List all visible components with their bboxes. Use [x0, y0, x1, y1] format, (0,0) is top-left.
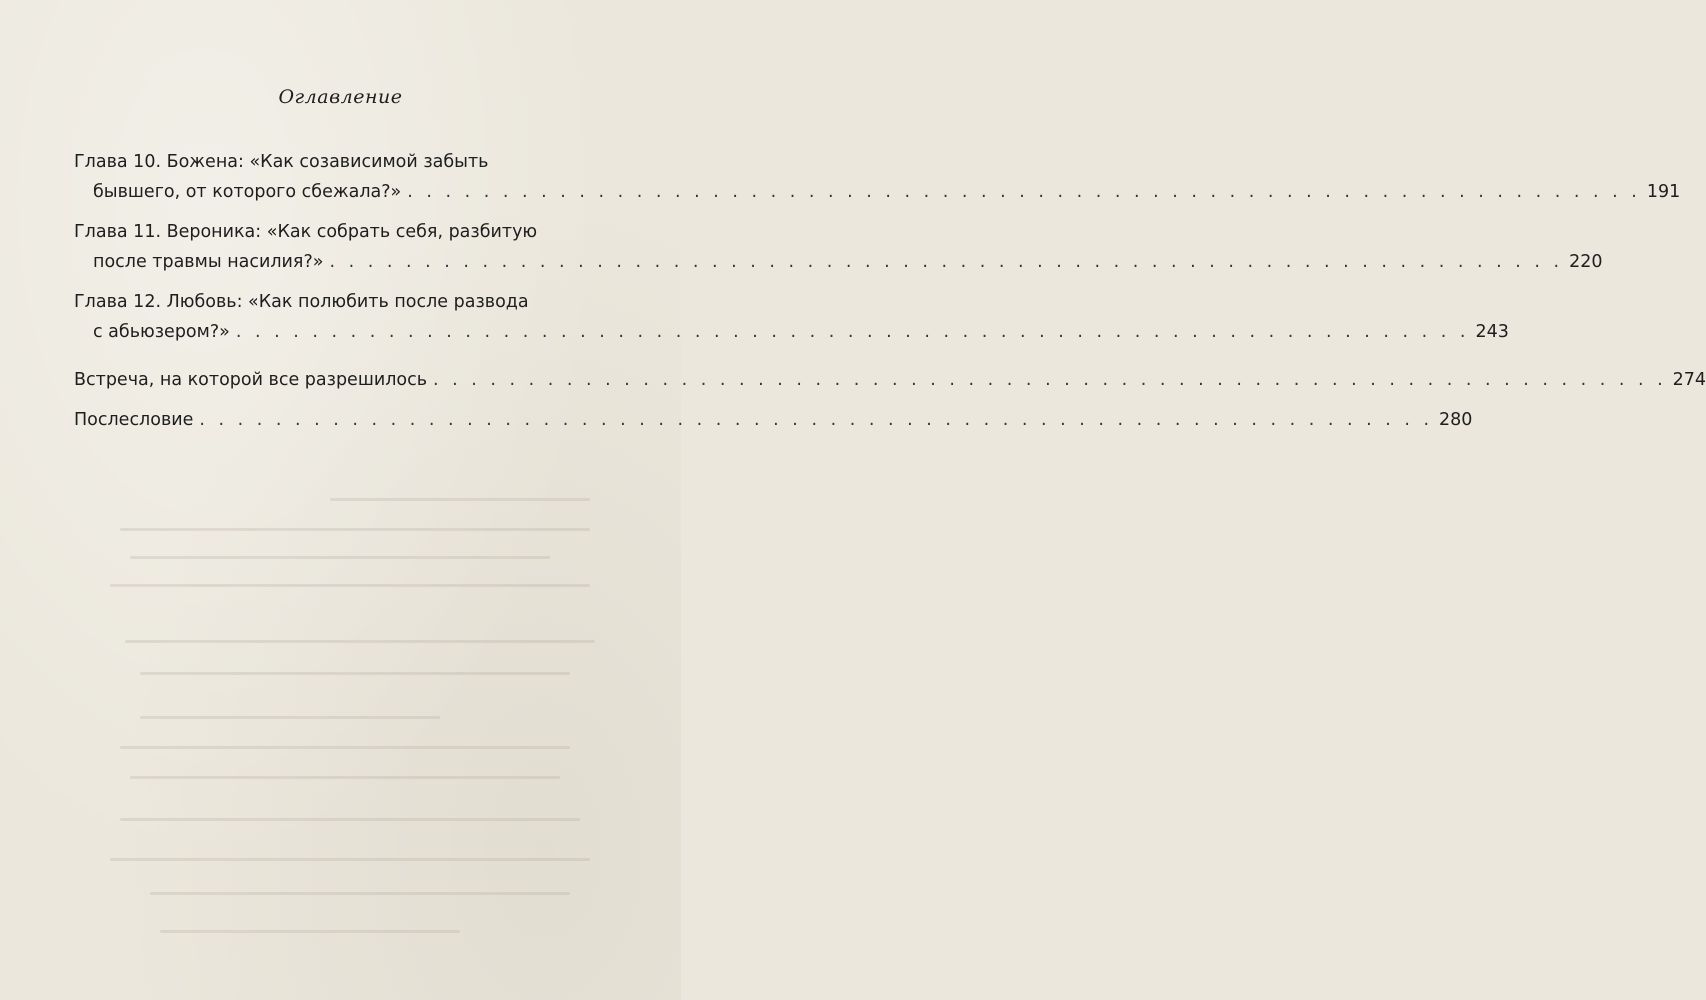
dot-leader: . . . . . . . . . . . . . . . . . . . . . . . . . . . . . . . . . . . . . . . . . . . . . . . . . . . . . . . . . . . . . . . . . — [235, 322, 1470, 342]
toc-entry-title-line: Глава 11. Вероника: «Как собрать себя, разбитую — [74, 222, 538, 242]
toc-page-number: 243 — [1475, 322, 1509, 342]
toc-page-number: 191 — [1646, 182, 1681, 202]
toc-page-number: 280 — [1439, 410, 1473, 430]
toc-list — [74, 147, 1706, 435]
toc-heading: Оглавление — [278, 86, 403, 108]
toc-entry-chapter-11[interactable] — [74, 217, 1603, 277]
toc-entry-title-line: бывшего, от которого сбежала?» — [93, 182, 402, 202]
toc-page-number: 274 — [1672, 370, 1706, 390]
toc-entry-chapter-10[interactable] — [74, 147, 1681, 207]
toc-entry-title-line: Встреча, на которой все разрешилось — [74, 370, 428, 390]
toc-entry-title-line: Глава 12. Любовь: «Как полюбить после развода — [74, 292, 529, 312]
toc-entry-title-line: Послесловие — [74, 410, 194, 430]
toc-page-number: 220 — [1569, 252, 1603, 272]
toc-entry-afterword[interactable] — [74, 405, 1473, 435]
dot-leader: . . . . . . . . . . . . . . . . . . . . . . . . . . . . . . . . . . . . . . . . . . . . . . . . . . . . . . . . . . . . . . . . . — [329, 252, 1564, 272]
dot-leader: . . . . . . . . . . . . . . . . . . . . . . . . . . . . . . . . . . . . . . . . . . . . . . . . . . . . . . . . . . . . . . . . . — [199, 410, 1434, 430]
dot-leader: . . . . . . . . . . . . . . . . . . . . . . . . . . . . . . . . . . . . . . . . . . . . . . . . . . . . . . . . . . . . . . . . . — [407, 182, 1641, 202]
toc-entry-chapter-12[interactable] — [74, 287, 1509, 347]
dot-leader: . . . . . . . . . . . . . . . . . . . . . . . . . . . . . . . . . . . . . . . . . . . . . . . . . . . . . . . . . . . . . . . . . — [433, 370, 1667, 390]
toc-entry-title-line: Глава 10. Божена: «Как созависимой забыть — [74, 152, 489, 172]
toc-entry-title-line: с абьюзером?» — [93, 322, 230, 342]
toc-entry-title-line: после травмы насилия?» — [93, 252, 324, 272]
toc-entry-meeting[interactable] — [74, 365, 1706, 395]
